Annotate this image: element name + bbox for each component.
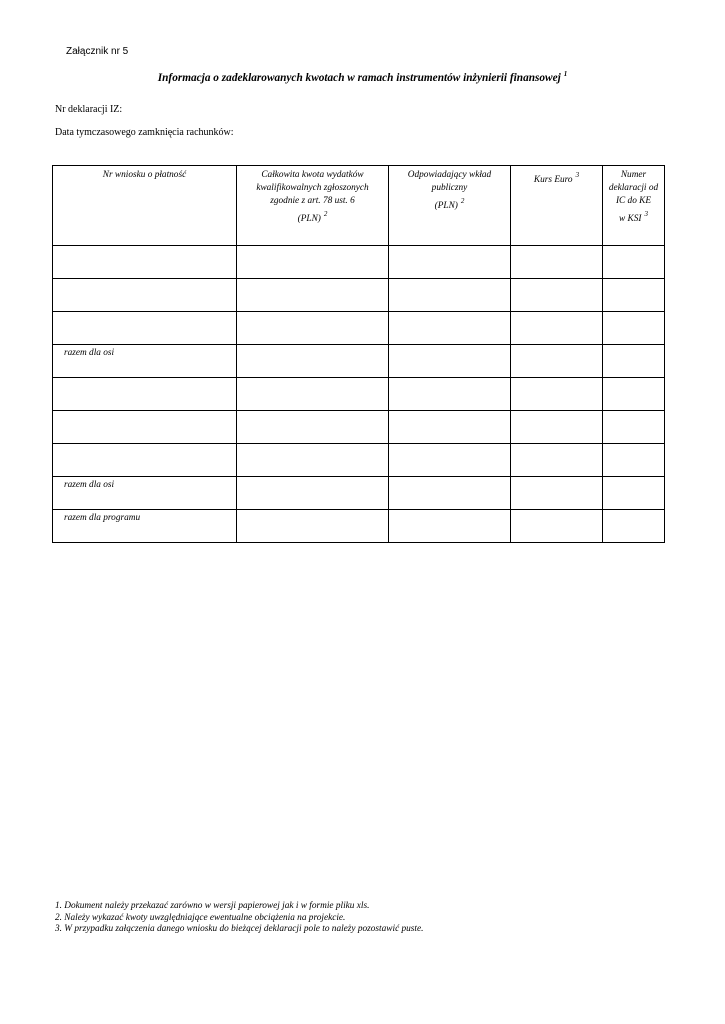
closing-date-field: Data tymczasowego zamknięcia rachunków: — [55, 127, 234, 138]
row-label-cell — [53, 411, 237, 444]
table-cell — [511, 444, 603, 477]
table-cell — [511, 378, 603, 411]
header-line: Numer — [620, 170, 647, 180]
header-line: kwalifikowalnych zgłoszonych — [256, 183, 369, 193]
footnote-2: 2. Należy wykazać kwoty uwzględniające ewentualne obciążenia na projekcie. — [55, 912, 346, 923]
table-cell — [603, 477, 665, 510]
table-cell — [237, 279, 389, 312]
table-cell — [603, 312, 665, 345]
footnotes — [55, 901, 423, 936]
header-public-contribution — [389, 166, 511, 246]
header-line: (PLN) — [297, 214, 321, 224]
row-label-cell — [53, 444, 237, 477]
table-cell — [603, 279, 665, 312]
table-cell — [237, 345, 389, 378]
header-footnote-ref: 3 — [575, 171, 580, 179]
header-line: IC do KE — [615, 196, 652, 206]
table-cell — [237, 378, 389, 411]
row-label-cell: razem dla programu — [53, 510, 237, 543]
table-row — [53, 279, 665, 312]
table-cell — [389, 444, 511, 477]
table-cell — [603, 378, 665, 411]
table-row — [53, 312, 665, 345]
table-cell — [389, 411, 511, 444]
table-cell — [389, 312, 511, 345]
header-line: Nr wniosku o płatność — [102, 170, 187, 180]
header-footnote-ref: 2 — [323, 210, 328, 218]
row-label-cell: razem dla osi — [53, 345, 237, 378]
header-line: Kurs Euro — [533, 175, 573, 185]
table-cell — [237, 312, 389, 345]
row-label-cell — [53, 246, 237, 279]
table-row — [53, 411, 665, 444]
table-cell — [511, 312, 603, 345]
row-label-cell — [53, 312, 237, 345]
table-cell — [603, 345, 665, 378]
table-row — [53, 510, 665, 543]
header-euro-rate — [511, 166, 603, 246]
document-title — [0, 70, 725, 84]
table-cell — [237, 477, 389, 510]
title-footnote-ref: 1 — [563, 70, 568, 78]
table-cell — [603, 246, 665, 279]
header-line: w KSI — [619, 214, 642, 224]
table-row — [53, 444, 665, 477]
table-header-row — [53, 166, 665, 246]
table-cell — [389, 477, 511, 510]
table-cell — [389, 279, 511, 312]
table-cell — [511, 411, 603, 444]
table-row — [53, 477, 665, 510]
header-line: (PLN) — [434, 201, 458, 211]
table-cell — [389, 246, 511, 279]
table-cell — [389, 345, 511, 378]
header-line: publiczny — [431, 183, 468, 193]
table-row — [53, 246, 665, 279]
header-line: Całkowita kwota wydatków — [261, 170, 364, 180]
table-cell — [603, 510, 665, 543]
row-label-cell — [53, 279, 237, 312]
table-cell — [603, 444, 665, 477]
table-cell — [511, 477, 603, 510]
table-cell — [511, 279, 603, 312]
annex-number: Załącznik nr 5 — [66, 46, 129, 57]
table-cell — [603, 411, 665, 444]
table-cell — [237, 411, 389, 444]
header-line: zgodnie z art. 78 ust. 6 — [270, 196, 355, 206]
table-cell — [511, 246, 603, 279]
table-cell — [237, 444, 389, 477]
table-body — [53, 246, 665, 543]
declaration-number-field: Nr deklaracji IZ: — [55, 104, 123, 115]
table-row — [53, 345, 665, 378]
row-label-cell: razem dla osi — [53, 477, 237, 510]
table-cell — [511, 510, 603, 543]
footnote-3: 3. W przypadku załączenia danego wniosku do bieżącej deklaracji pole to należy pozostawić puste. — [55, 924, 424, 934]
amounts-table — [52, 165, 665, 543]
header-footnote-ref: 3 — [644, 210, 648, 218]
footnote-1: 1. Dokument należy przekazać zarówno w wersji papierowej jak i w formie pliku xls. — [55, 901, 370, 911]
title-text: Informacja o zadeklarowanych kwotach w ramach instrumentów inżynierii finansowej — [157, 72, 561, 84]
table-row — [53, 378, 665, 411]
row-label-cell — [53, 378, 237, 411]
table-cell — [389, 510, 511, 543]
header-line: Odpowiadający wkład — [407, 170, 492, 180]
header-payment-request-no — [53, 166, 237, 246]
header-footnote-ref: 2 — [460, 197, 465, 205]
table-cell — [389, 378, 511, 411]
table-cell — [511, 345, 603, 378]
header-total-eligible-expenditure — [237, 166, 389, 246]
header-line: deklaracji od — [608, 183, 659, 193]
header-declaration-number — [603, 166, 665, 246]
table-cell — [237, 246, 389, 279]
table-cell — [237, 510, 389, 543]
